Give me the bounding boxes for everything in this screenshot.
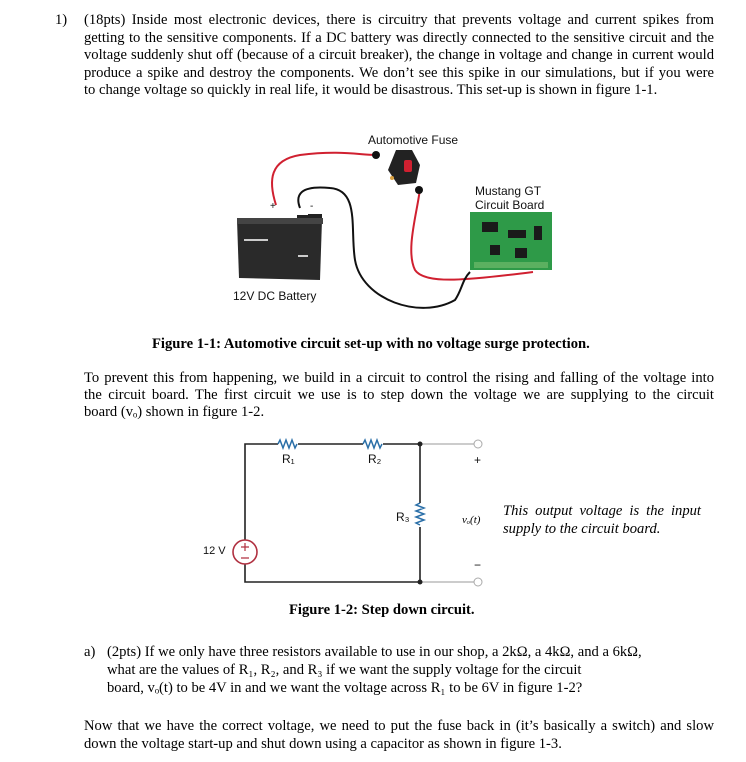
para3-line: Now that we have the correct voltage, we need to put the fuse back in (it’s basically a switch) and slow (84, 718, 714, 734)
para2-line: board (vₒ) shown in figure 1-2. (84, 404, 265, 420)
vo-minus: − (474, 558, 482, 572)
intro-line: (18pts) Inside most electronic devices, there is circuitry that prevents voltage and current spikes from (84, 12, 714, 28)
output-terminal-minus (474, 578, 482, 586)
problem-number: 1) (55, 12, 68, 28)
r1-label: R₁ (282, 452, 295, 466)
para2-line: the circuit board. The first circuit we use is to step down the voltage we are supplying to the circuit (84, 387, 714, 403)
figure-1-2-caption: Figure 1-2: Step down circuit. (289, 602, 475, 618)
part-a-line: board, vₒ(t) to be 4V in and we want the voltage across R₁ to be 6V in figure 1-2? (107, 680, 583, 696)
vo-plus: + (474, 453, 482, 467)
para3-line: down the voltage start-up and shut down using a capacitor as shown in figure 1-3. (84, 736, 562, 752)
r2-resistor-icon (363, 440, 382, 448)
r3-label: R₃ (396, 510, 410, 524)
fuse-label: Automotive Fuse (368, 133, 459, 147)
figure-1-1-caption: Figure 1-1: Automotive circuit set-up with no voltage surge protection. (152, 336, 590, 352)
voltage-source-icon (233, 540, 257, 564)
intro-line: voltage suddenly shut off (because of a circuit breaker), the change in voltage and change in current would (84, 47, 714, 63)
intro-line: getting to the sensitive components. If a DC battery was directly connected to the sensitive circuit and the (84, 30, 714, 46)
wire (245, 444, 278, 540)
board-label: Mustang GT (475, 184, 542, 198)
r2-label: R₂ (368, 452, 382, 466)
part-a-line: (2pts) If we only have three resistors available to use in our shop, a 2kΩ, a 4kΩ, and a 6kΩ, (107, 644, 642, 660)
part-a-label: a) (84, 644, 96, 660)
wire (383, 444, 420, 503)
source-label: 12 V (203, 545, 226, 557)
r3-resistor-icon (416, 503, 424, 525)
part-a-line: what are the values of R₁, R₂, and R₃ if we want the supply voltage for the circuit (107, 662, 582, 678)
wire (245, 527, 420, 582)
intro-line: to change voltage so quickly in real life, it would be disastrous. This set-up is shown in figure 1-1. (84, 82, 658, 98)
vo-label: vₒ(t) (462, 514, 481, 526)
r1-resistor-icon (278, 440, 297, 448)
battery-minus: - (310, 201, 314, 212)
battery-label: 12V DC Battery (233, 289, 317, 303)
output-terminal-plus (474, 440, 482, 448)
board-label: Circuit Board (475, 198, 545, 212)
battery-plus: + (270, 201, 276, 212)
output-note: This output voltage is the input (503, 503, 701, 519)
output-note: supply to the circuit board. (503, 521, 661, 537)
para2-line: To prevent this from happening, we build in a circuit to control the rising and falling of the voltage into (84, 370, 714, 386)
intro-line: produce a spike and destroy the components. We don’t see this spike in our simulations, but if you were (84, 65, 714, 81)
